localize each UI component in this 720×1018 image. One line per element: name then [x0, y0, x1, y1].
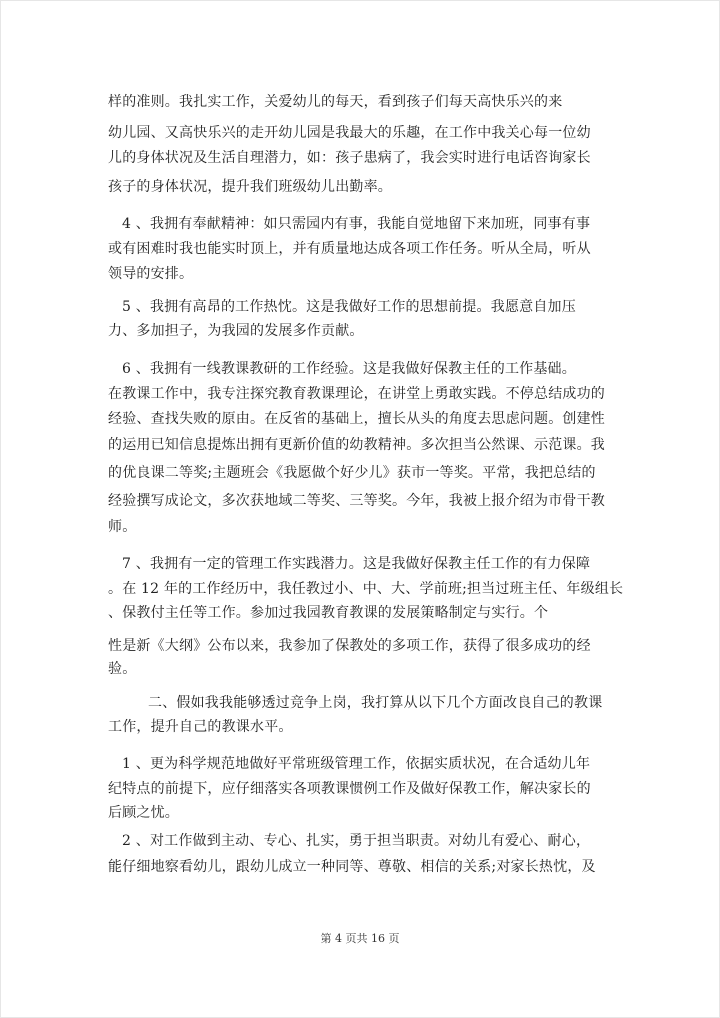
text-line: 验。	[108, 661, 137, 677]
text-line: 师。	[108, 519, 137, 535]
text-line: 领导的安排。	[108, 266, 194, 282]
section-heading: 二、假如我我能够透过竞争上岗，我打算从以下几个方面改良自己的教课	[148, 695, 603, 711]
text-line: 幼儿园、又高快乐兴的走开幼儿园是我最大的乐趣，在工作中我关心每一位幼	[108, 125, 591, 141]
text-line: 在教课工作中，我专注探究教育教课理论，在讲堂上勇敢实践。不停总结成功的	[108, 386, 605, 402]
text-line: 力、多加担子，为我园的发展多作贡献。	[108, 323, 364, 339]
text-line: 经验、查找失败的原由。在反省的基础上，擅长从头的角度去思虑问题。创建性	[108, 411, 605, 427]
text-line: 、保教付主任等工作。参加过我园教育教课的发展策略制定与实行。个	[108, 605, 549, 621]
text-line: 1 、更为科学规范地做好平常班级管理工作，依据实质状况，在合适幼儿年	[122, 756, 591, 772]
text-line: 后顾之忧。	[108, 805, 179, 821]
text-line: 样的准则。我扎实工作，关爱幼儿的每天，看到孩子们每天高快乐兴的来	[108, 94, 563, 110]
text-line: 工作，提升自己的教课水平。	[108, 719, 293, 735]
text-line: 7 、我拥有一定的管理工作实践潜力。这是我做好保教主任工作的有力保障	[122, 556, 591, 572]
text-line: 能仔细地察看幼儿，跟幼儿成立一种同等、尊敬、相信的关系;对家长热忱，及	[108, 859, 596, 875]
text-line: 儿的身体状况及生活自理潜力，如：孩子患病了，我会实时进行电话咨询家长	[108, 150, 591, 166]
text-line: 。在 12 年的工作经历中，我任教过小、中、大、学前班;担当过班主任、年级组长	[108, 581, 624, 597]
text-line: 纪特点的前提下，应仔细落实各项教课惯例工作及做好保教工作，解决家长的	[108, 781, 591, 797]
text-line: 经验撰写成论文，多次获地域二等奖、三等奖。今年，我被上报介绍为市骨干教	[108, 493, 605, 509]
text-line: 的运用已知信息提炼出拥有更新价值的幼教精神。多次担当公然课、示范课。我	[108, 437, 605, 453]
text-line: 6 、我拥有一线教课教研的工作经验。这是我做好保教主任的工作基础。	[122, 361, 576, 377]
page-number-footer: 第 4 页共 16 页	[320, 932, 400, 945]
text-line: 5 、我拥有高昂的工作热忱。这是我做好工作的思想前提。我愿意自加压	[122, 299, 576, 315]
text-line: 或有困难时我也能实时顶上，并有质量地达成各项工作任务。听从全局，听从	[108, 241, 591, 257]
text-line: 性是新《大纲》公布以来，我参加了保教处的多项工作，获得了很多成功的经	[108, 638, 591, 654]
text-line: 孩子的身体状况，提升我们班级幼儿出勤率。	[108, 179, 392, 195]
text-line: 4 、我拥有奉献精神：如只需园内有事，我能自觉地留下来加班，同事有事	[122, 216, 591, 232]
text-line: 的优良课二等奖;主题班会《我愿做个好少儿》获市一等奖。平常，我把总结的	[108, 465, 596, 481]
text-line: 2 、对工作做到主动、专心、扎实，勇于担当职责。对幼儿有爱心、耐心，	[122, 833, 591, 849]
